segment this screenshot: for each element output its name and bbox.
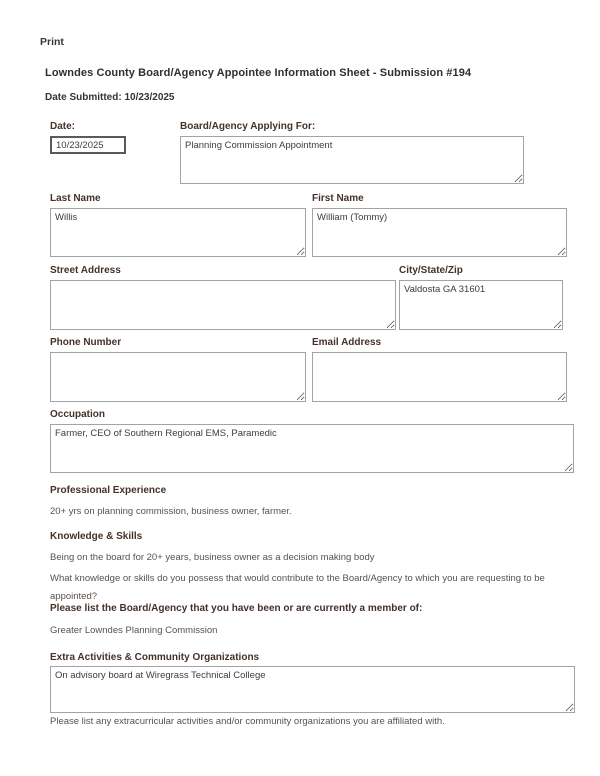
street-address-textarea[interactable] (50, 280, 396, 330)
first-name-label: First Name (312, 193, 364, 204)
field-city-state-zip (399, 265, 563, 330)
date-input[interactable] (50, 136, 126, 154)
last-name-textarea[interactable] (50, 208, 306, 257)
occupation-textarea[interactable] (50, 424, 574, 473)
extra-activities-textarea[interactable] (50, 666, 575, 713)
member-of-heading: Please list the Board/Agency that you have been or are currently a member of: (50, 603, 423, 614)
field-occupation (50, 409, 574, 473)
email-address-textarea[interactable] (312, 352, 567, 402)
knowledge-skills-answer: Being on the board for 20+ years, business owner as a decision making body (50, 552, 375, 563)
member-of-answer: Greater Lowndes Planning Commission (50, 625, 218, 636)
first-name-textarea[interactable] (312, 208, 567, 257)
last-name-label: Last Name (50, 193, 101, 204)
board-agency-textarea[interactable] (180, 136, 524, 184)
extra-activities-helper: Please list any extracurricular activities and/or community organizations you are affiliated with. (50, 716, 445, 727)
professional-experience-heading: Professional Experience (50, 485, 167, 496)
knowledge-skills-heading: Knowledge & Skills (50, 531, 143, 542)
field-first-name (312, 193, 567, 257)
field-last-name (50, 193, 306, 257)
extra-activities-heading: Extra Activities & Community Organizations (50, 652, 260, 663)
field-street-address (50, 265, 396, 330)
city-state-zip-label: City/State/Zip (399, 265, 463, 276)
city-state-zip-textarea[interactable] (399, 280, 563, 330)
print-button[interactable]: Print (40, 36, 64, 48)
page-title: Lowndes County Board/Agency Appointee Information Sheet - Submission #194 (45, 67, 472, 79)
occupation-label: Occupation (50, 409, 106, 420)
board-agency-label: Board/Agency Applying For: (180, 121, 316, 132)
field-date (50, 121, 126, 154)
professional-experience-answer: 20+ yrs on planning commission, business owner, farmer. (50, 506, 292, 517)
field-board-agency (180, 121, 524, 184)
email-address-label: Email Address (312, 337, 382, 348)
field-phone-number (50, 337, 306, 402)
date-submitted: Date Submitted: 10/23/2025 (45, 92, 175, 103)
knowledge-skills-helper: What knowledge or skills do you possess that would contribute to the Board/Agency to which you are requesting to be appointed? (50, 573, 545, 602)
date-label: Date: (50, 121, 76, 132)
phone-number-label: Phone Number (50, 337, 122, 348)
street-address-label: Street Address (50, 265, 121, 276)
field-extra-activities (50, 666, 575, 713)
phone-number-textarea[interactable] (50, 352, 306, 402)
field-email-address (312, 337, 567, 402)
